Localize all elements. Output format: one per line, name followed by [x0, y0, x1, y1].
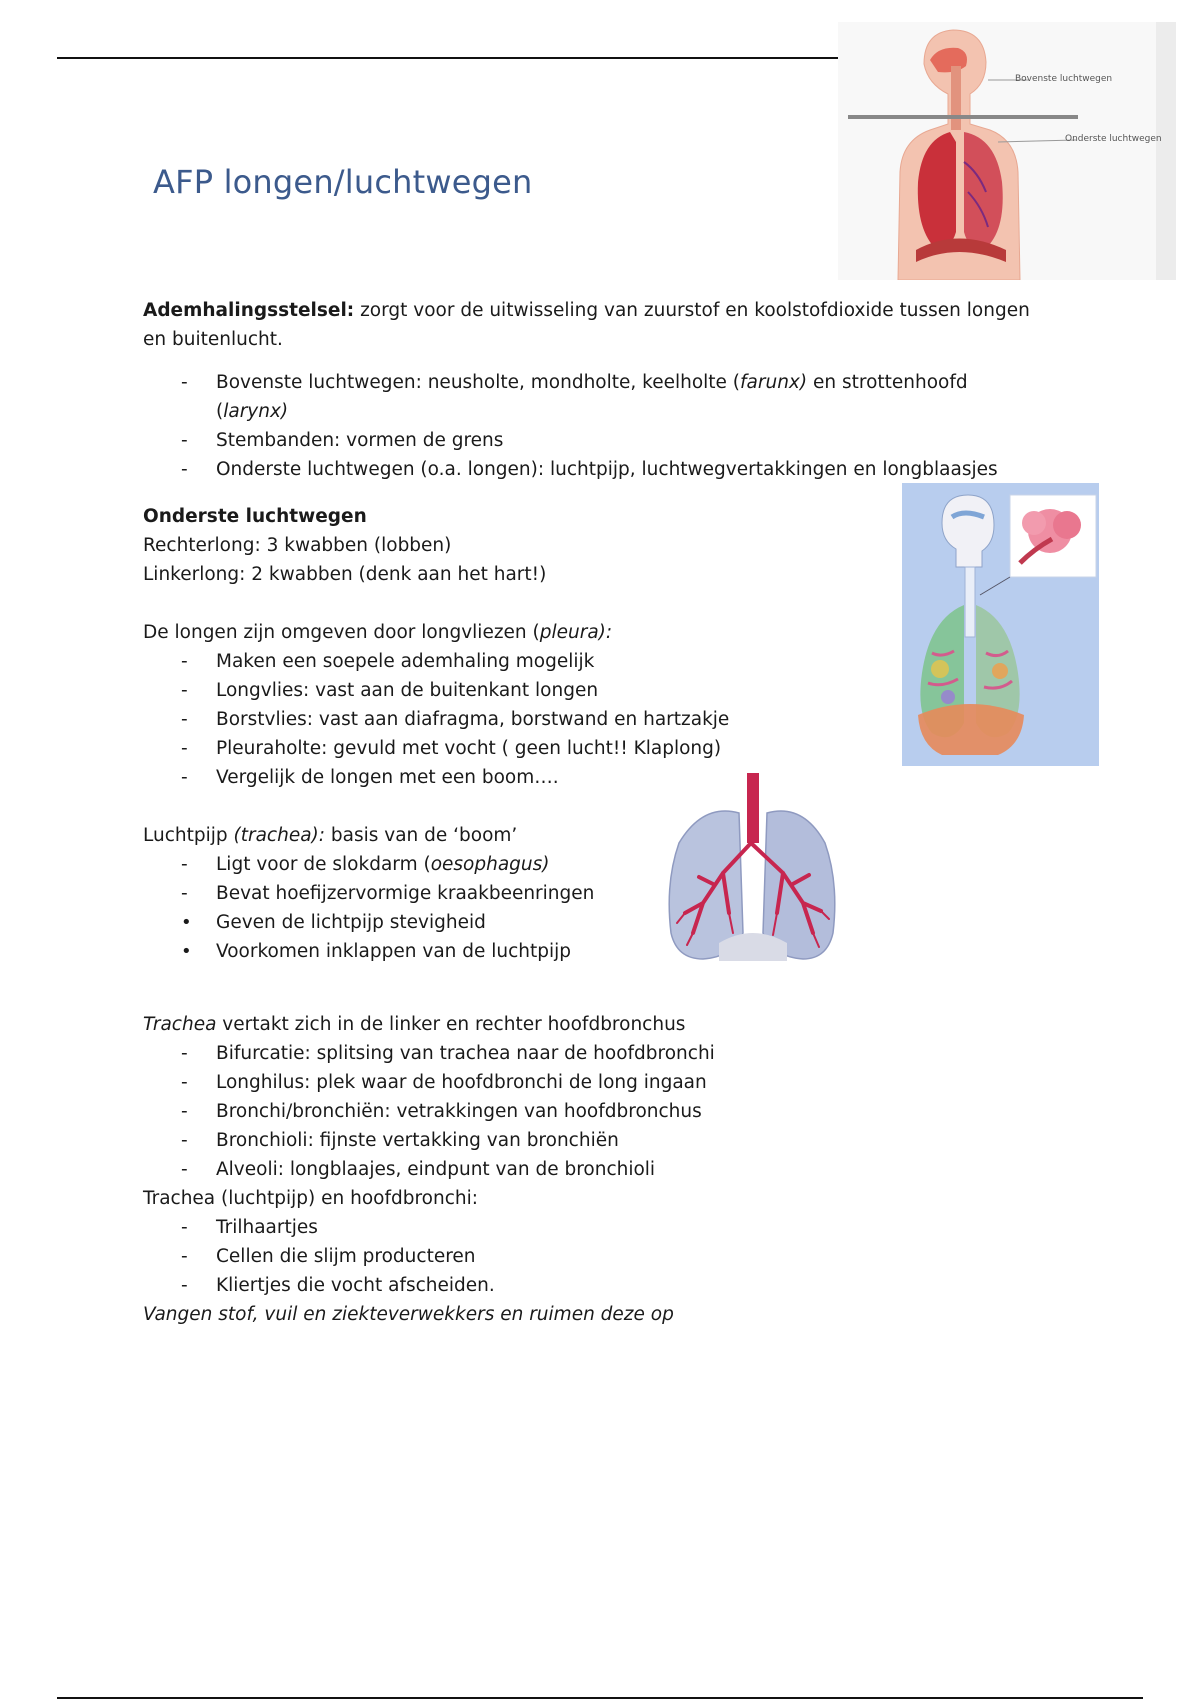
- list-item: [143, 1155, 1043, 1184]
- list-item: [143, 705, 1043, 734]
- bullet-marker: •: [181, 912, 192, 933]
- list-item-text: Onderste luchtwegen (o.a. longen): luchtpijp, luchtwegvertakkingen en longblaasjes: [216, 459, 998, 480]
- list-item: [143, 426, 1043, 455]
- list-item: [143, 1213, 1043, 1242]
- lower-airways-label: Onderste luchtwegen: [1065, 134, 1162, 144]
- list-item-text: Borstvlies: vast aan diafragma, borstwand en hartzakje: [216, 709, 730, 730]
- list-item-text: Longhilus: plek waar de hoofdbronchi de long ingaan: [216, 1072, 707, 1093]
- list-item-term: oesophagus): [430, 854, 550, 875]
- trachea-lead: [143, 821, 1043, 850]
- list-item-text: Cellen die slijm producteren: [216, 1246, 476, 1267]
- list-item: [143, 1039, 1043, 1068]
- dash-marker: -: [181, 709, 188, 730]
- pleura-lead-text: De longen zijn omgeven door longvliezen (: [143, 622, 540, 643]
- list-item: [143, 908, 1043, 937]
- list-item: [143, 850, 1043, 879]
- list-item-text: Maken een soepele ademhaling mogelijk: [216, 651, 595, 672]
- dash-marker: -: [181, 1246, 188, 1267]
- dash-marker: -: [181, 854, 188, 875]
- list-item: [143, 734, 1043, 763]
- list-item-text: Trilhaartjes: [216, 1217, 318, 1238]
- intro-list: [143, 368, 1043, 484]
- list-item-text: Bronchi/bronchiën: vetrakkingen van hoofdbronchus: [216, 1101, 702, 1122]
- dash-marker: -: [181, 1130, 188, 1151]
- list-item: [143, 1242, 1043, 1271]
- pleura-term: pleura):: [539, 622, 613, 643]
- list-item-text: Stembanden: vormen de grens: [216, 430, 504, 451]
- right-lung-line: Rechterlong: 3 kwabben (lobben): [143, 535, 452, 556]
- list-item: [143, 1271, 1043, 1300]
- list-item: [143, 368, 1043, 426]
- list-item: [143, 1068, 1043, 1097]
- dash-marker: -: [181, 1043, 188, 1064]
- list-item: [143, 763, 1043, 792]
- left-lung-line: Linkerlong: 2 kwabben (denk aan het hart!): [143, 564, 547, 585]
- trachea-list: [143, 850, 1043, 966]
- pleura-list: [143, 647, 1043, 792]
- list-item: [143, 937, 1043, 966]
- list-item-text: Bronchioli: fijnste vertakking van bronchiën: [216, 1130, 619, 1151]
- mucosa-lead: Trachea (luchtpijp) en hoofdbronchi:: [143, 1188, 478, 1209]
- respiratory-system-illustration: [838, 22, 1176, 280]
- bronchi-term: Trachea: [143, 1014, 217, 1035]
- pleura-lead: [143, 618, 1043, 647]
- respiratory-system-figure: [838, 22, 1176, 280]
- list-item-text: Bevat hoefijzervormige kraakbeenringen: [216, 883, 595, 904]
- list-item: [143, 1126, 1043, 1155]
- dash-marker: -: [181, 651, 188, 672]
- intro-paragraph: [143, 296, 1043, 354]
- list-item-text: Vergelijk de longen met een boom….: [216, 767, 559, 788]
- list-item-text: Alveoli: longblaajes, eindpunt van de bronchioli: [216, 1159, 656, 1180]
- dash-marker: -: [181, 680, 188, 701]
- list-item-text: en strottenhoofd (: [216, 372, 968, 422]
- mucosa-list: [143, 1213, 1043, 1300]
- mucosa-closing: Vangen stof, vuil en ziekteverwekkers en ruimen deze op: [143, 1304, 674, 1325]
- dash-marker: -: [181, 738, 188, 759]
- dash-marker: -: [181, 1101, 188, 1122]
- list-item-text: Bovenste luchtwegen: neusholte, mondholte, keelholte (: [216, 372, 741, 393]
- trachea-lead-text: basis van de ‘boom’: [325, 825, 518, 846]
- list-item-term: larynx): [223, 401, 289, 422]
- list-item-term: farunx): [740, 372, 808, 393]
- list-item: [143, 455, 1043, 484]
- list-item-text: Bifurcatie: splitsing van trachea naar de hoofdbronchi: [216, 1043, 715, 1064]
- dash-marker: -: [181, 430, 188, 451]
- lower-airways-heading: Onderste luchtwegen: [143, 506, 367, 527]
- bronchi-list: [143, 1039, 1043, 1184]
- list-item-text: Kliertjes die vocht afscheiden.: [216, 1275, 495, 1296]
- list-item-text: Voorkomen inklappen van de luchtpijp: [216, 941, 572, 962]
- dash-marker: -: [181, 1159, 188, 1180]
- list-item: [143, 1097, 1043, 1126]
- dash-marker: -: [181, 883, 188, 904]
- upper-airways-label: Bovenste luchtwegen: [1015, 74, 1113, 84]
- dash-marker: -: [181, 1275, 188, 1296]
- trachea-term: (trachea):: [233, 825, 325, 846]
- list-item-text: Ligt voor de slokdarm (: [216, 854, 431, 875]
- bronchi-lead-text: vertakt zich in de linker en rechter hoofdbronchus: [216, 1014, 686, 1035]
- dash-marker: -: [181, 767, 188, 788]
- dash-marker: -: [181, 1217, 188, 1238]
- list-item-text: Longvlies: vast aan de buitenkant longen: [216, 680, 599, 701]
- document-body: [143, 296, 1043, 1329]
- list-item-text: Pleuraholte: gevuld met vocht ( geen lucht!! Klaplong): [216, 738, 722, 759]
- intro-text: zorgt voor de uitwisseling van zuurstof en koolstofdioxide tussen longen en buitenlucht.: [143, 300, 1030, 350]
- list-item: [143, 879, 1043, 908]
- bullet-marker: •: [181, 941, 192, 962]
- bottom-rule: [57, 1697, 1143, 1699]
- trachea-lead-text: Luchtpijp: [143, 825, 234, 846]
- list-item-text: Geven de lichtpijp stevigheid: [216, 912, 486, 933]
- intro-term: Ademhalingsstelsel:: [143, 300, 355, 321]
- dash-marker: -: [181, 1072, 188, 1093]
- dash-marker: -: [181, 459, 188, 480]
- dash-marker: -: [181, 372, 188, 393]
- list-item: [143, 676, 1043, 705]
- bronchi-lead: [143, 1010, 1043, 1039]
- page-title: AFP longen/luchtwegen: [153, 163, 533, 201]
- top-rule: [57, 57, 842, 59]
- list-item: [143, 647, 1043, 676]
